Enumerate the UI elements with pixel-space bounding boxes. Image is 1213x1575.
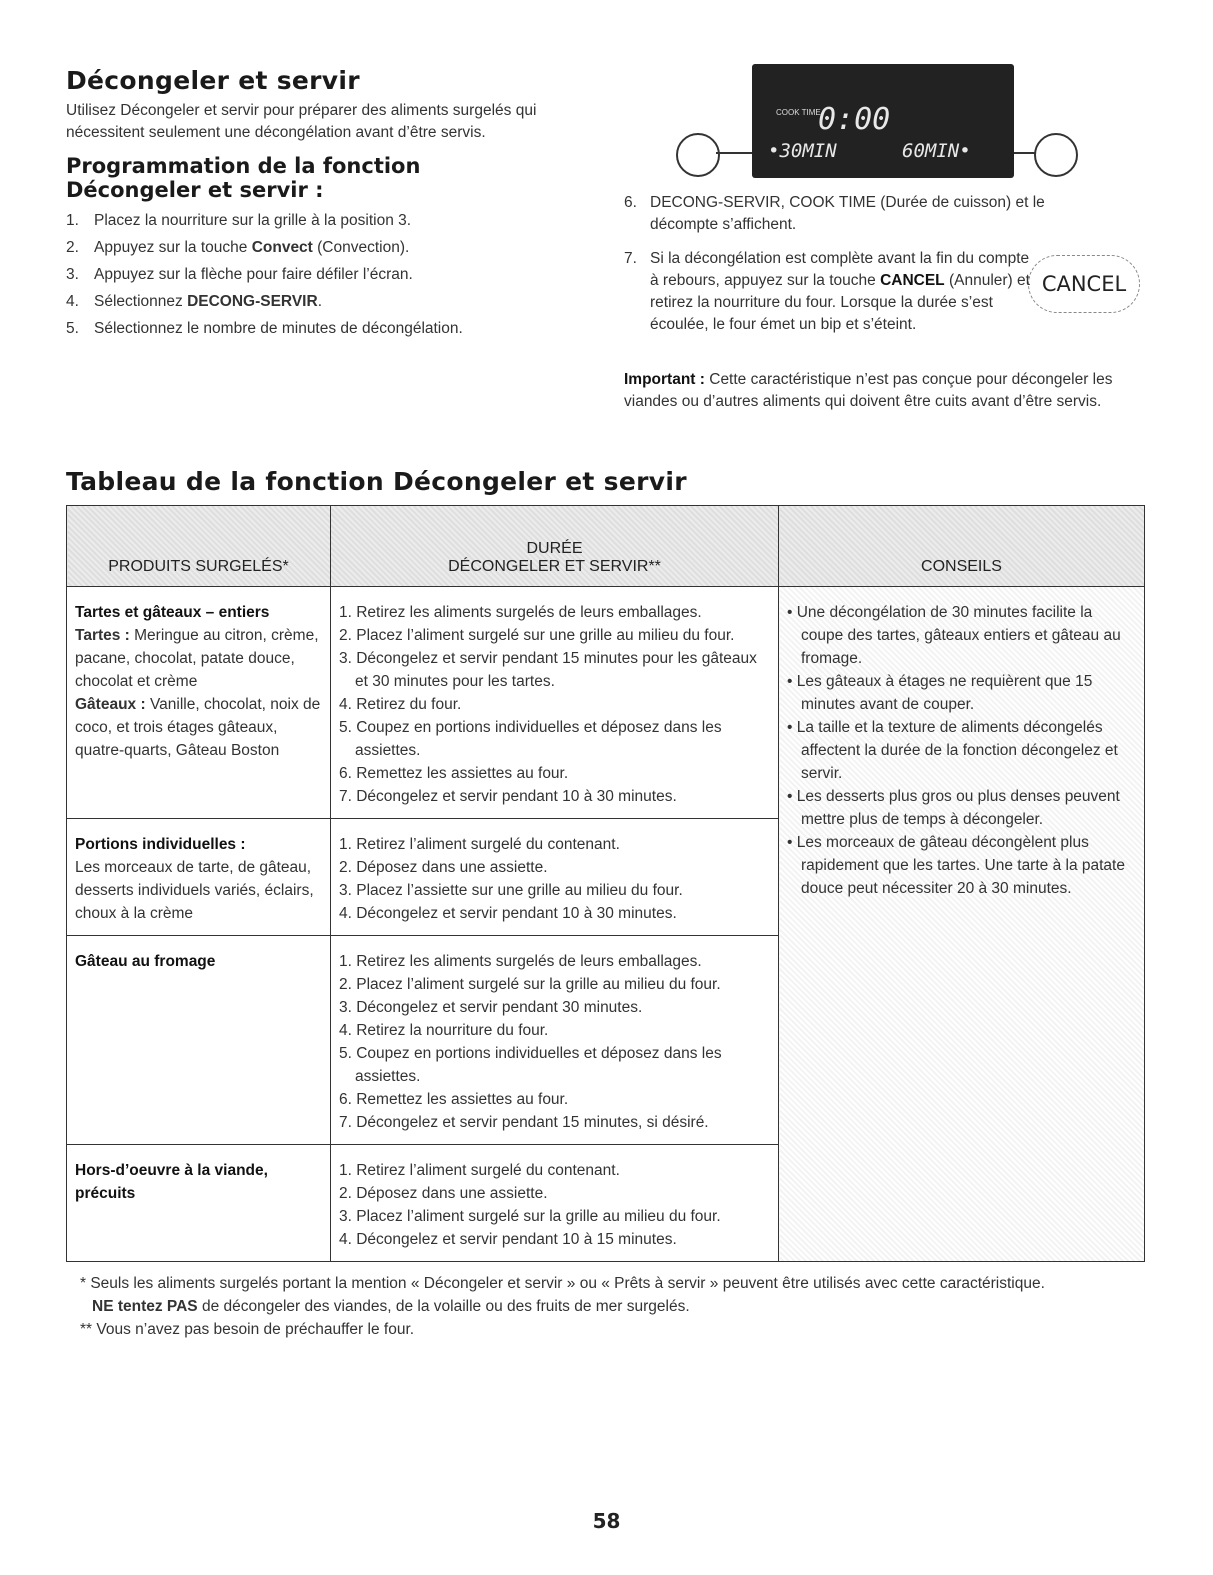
table-title: Tableau de la fonction Décongeler et servir — [66, 467, 687, 496]
page-title: Décongeler et servir — [66, 66, 360, 95]
footnote-1: * Seuls les aliments surgelés portant la mention « Décongeler et servir » ou « Prêts à servir » peuvent être utilisés avec cette caractéristique. — [80, 1275, 1045, 1292]
duration-cell — [331, 936, 779, 1145]
duration-step: 3. Placez l’aliment surgelé sur la grille au milieu du four. — [339, 1208, 721, 1225]
duration-steps — [331, 1145, 778, 1261]
page-number: 58 — [592, 1509, 621, 1533]
cook-time-label: COOK TIME — [776, 108, 821, 117]
product-line-text: Vanille, chocolat, noix de coco, et trois étages gâteaux, quatre-quarts, Gâteau Boston — [75, 696, 321, 759]
important-text: Cette caractéristique n’est pas conçue pour décongeler les viandes ou d’autres aliments qui doivent être cuits avant d’être servis. — [624, 371, 1113, 410]
product-line-label: Gâteaux : — [75, 696, 146, 713]
duration-step: 2. Déposez dans une assiette. — [339, 859, 548, 876]
footnote-warning-text: de décongeler des viandes, de la volaille ou des fruits de mer surgelés. — [197, 1298, 690, 1315]
step-number: 5. — [66, 320, 79, 337]
header-products-label: PRODUITS SURGELÉS* — [108, 558, 289, 575]
subtitle-line1: Programmation de la fonction — [66, 154, 421, 178]
product-line-text: Meringue au citron, crème, pacane, chocolat, patate douce, chocolat et crème — [75, 627, 319, 690]
table-row — [67, 587, 331, 819]
footnote-1b — [92, 1295, 690, 1318]
step-text: Sélectionnez — [94, 293, 188, 310]
programming-step — [66, 319, 596, 339]
product-title: Portions individuelles : — [75, 836, 246, 853]
duration-cell — [331, 1145, 779, 1262]
important-label: Important : — [624, 371, 705, 388]
step-6 — [624, 192, 1094, 236]
programming-step — [66, 211, 596, 231]
header-tips-label: CONSEILS — [921, 558, 1002, 575]
step-text-end: . — [317, 293, 322, 310]
tips-cell — [779, 587, 1145, 1262]
step-number: 1. — [66, 212, 79, 229]
step-key-bold: Convect — [251, 239, 313, 256]
step-6-number: 6. — [624, 194, 637, 211]
step-6-text: DECONG-SERVIR, COOK TIME (Durée de cuisson) et le décompte s’affichent. — [650, 194, 1045, 233]
tip-item: • Les morceaux de gâteau décongèlent plus rapidement que les tartes. Une tarte à la patate douce peut nécessiter 20 à 30 minutes. — [787, 834, 1125, 897]
header-duration — [331, 506, 779, 587]
tip-item: • Les desserts plus gros ou plus denses peuvent mettre plus de temps à décongeler. — [787, 788, 1120, 828]
product-line-label: Tartes : — [75, 627, 130, 644]
duration-step: 4. Retirez la nourriture du four. — [339, 1022, 549, 1039]
step-number: 3. — [66, 266, 79, 283]
product-text: Les morceaux de tarte, de gâteau, desserts individuels variés, éclairs, choux à la crème — [75, 859, 314, 922]
duration-cell — [331, 587, 779, 819]
duration-step: 1. Retirez l’aliment surgelé du contenant. — [339, 1162, 620, 1179]
duration-step: 2. Placez l’aliment surgelé sur une grille au milieu du four. — [339, 627, 735, 644]
step-number: 4. — [66, 293, 79, 310]
tips-list — [779, 587, 1144, 910]
time-readout: 0:00 — [818, 102, 891, 137]
duration-step: 6. Remettez les assiettes au four. — [339, 1091, 569, 1108]
duration-step: 3. Décongelez et servir pendant 15 minutes pour les gâteaux et 30 minutes pour les tartes. — [339, 650, 757, 690]
step-7-text-b: (Annuler) et retirez la nourriture du four. Lorsque la durée s’est écoulée, le four émet un bip et s’éteint. — [650, 272, 1030, 333]
duration-cell — [331, 819, 779, 936]
duration-step: 3. Placez l’assiette sur une grille au milieu du four. — [339, 882, 683, 899]
programming-steps — [66, 211, 596, 346]
product-title: Hors-d’oeuvre à la viande, précuits — [75, 1162, 268, 1202]
programming-step — [66, 265, 596, 285]
duration-steps — [331, 587, 778, 818]
knob-connector-left — [716, 152, 753, 154]
option-30min: •30MIN — [768, 140, 837, 162]
duration-steps — [331, 819, 778, 935]
step-7-text-a: Si la décongélation est complète avant la fin du compte à rebours, appuyez sur la touche — [650, 250, 1030, 289]
header-products — [67, 506, 331, 587]
defrost-table — [66, 505, 1145, 1262]
right-knob-icon — [1034, 133, 1078, 177]
step-text: Appuyez sur la touche — [94, 239, 252, 256]
step-text: Appuyez sur la flèche pour faire défiler l’écran. — [94, 266, 413, 283]
important-note — [624, 369, 1144, 413]
tip-item: • Les gâteaux à étages ne requièrent que 15 minutes avant de couper. — [787, 673, 1093, 713]
duration-step: 4. Décongelez et servir pendant 10 à 15 minutes. — [339, 1231, 677, 1248]
step-text: Placez la nourriture sur la grille à la position 3. — [94, 212, 412, 229]
product-title: Tartes et gâteaux – entiers — [75, 604, 270, 621]
duration-step: 5. Coupez en portions individuelles et déposez dans les assiettes. — [339, 1045, 722, 1085]
duration-step: 1. Retirez les aliments surgelés de leurs emballages. — [339, 604, 702, 621]
footnote-2: ** Vous n’avez pas besoin de préchauffer le four. — [80, 1321, 415, 1338]
subtitle-line2: Décongeler et servir : — [66, 178, 324, 202]
option-60min: 60MIN• — [902, 140, 971, 162]
duration-step: 2. Placez l’aliment surgelé sur la grille au milieu du four. — [339, 976, 721, 993]
duration-step: 6. Remettez les assiettes au four. — [339, 765, 569, 782]
cancel-key-icon: CANCEL — [1028, 255, 1140, 313]
duration-steps — [331, 936, 778, 1144]
table-row — [67, 1145, 331, 1262]
step-key-bold: DECONG-SERVIR — [187, 293, 318, 310]
step-number: 2. — [66, 239, 79, 256]
knob-connector-right — [1013, 152, 1035, 154]
programming-step — [66, 292, 596, 312]
step-text: Sélectionnez le nombre de minutes de décongélation. — [94, 320, 463, 337]
duration-step: 2. Déposez dans une assiette. — [339, 1185, 548, 1202]
duration-step: 1. Retirez les aliments surgelés de leurs emballages. — [339, 953, 702, 970]
tip-item: • La taille et la texture de aliments décongelés affectent la durée de la fonction décongelez et servir. — [787, 719, 1118, 782]
product-title: Gâteau au fromage — [75, 953, 216, 970]
duration-step: 7. Décongelez et servir pendant 10 à 30 minutes. — [339, 788, 677, 805]
programming-step — [66, 238, 596, 258]
oven-display-panel — [752, 64, 1014, 178]
step-7 — [624, 248, 1094, 336]
intro-text: Utilisez Décongeler et servir pour préparer des aliments surgelés qui nécessitent seulement une décongélation avant d’être servis. — [66, 102, 537, 141]
product-cell — [67, 587, 330, 772]
step-text-end: (Convection). — [312, 239, 410, 256]
table-row — [67, 936, 331, 1145]
step-7-number: 7. — [624, 250, 637, 267]
table-row — [67, 819, 331, 936]
footnote-warning-bold: NE tentez PAS — [92, 1298, 198, 1315]
header-duration-line1: DURÉE — [526, 540, 583, 557]
tip-item: • Une décongélation de 30 minutes facilite la coupe des tartes, gâteaux entiers et gâteau au fromage. — [787, 604, 1121, 667]
duration-step: 3. Décongelez et servir pendant 30 minutes. — [339, 999, 643, 1016]
duration-step: 4. Retirez du four. — [339, 696, 462, 713]
duration-step: 4. Décongelez et servir pendant 10 à 30 minutes. — [339, 905, 677, 922]
duration-step: 5. Coupez en portions individuelles et déposez dans les assiettes. — [339, 719, 722, 759]
duration-step: 1. Retirez l’aliment surgelé du contenant. — [339, 836, 620, 853]
left-knob-icon — [676, 133, 720, 177]
duration-step: 7. Décongelez et servir pendant 15 minutes, si désiré. — [339, 1114, 709, 1131]
header-tips — [779, 506, 1145, 587]
step-7-cancel-bold: CANCEL — [880, 272, 945, 289]
header-duration-line2: DÉCONGELER ET SERVIR** — [448, 558, 661, 575]
